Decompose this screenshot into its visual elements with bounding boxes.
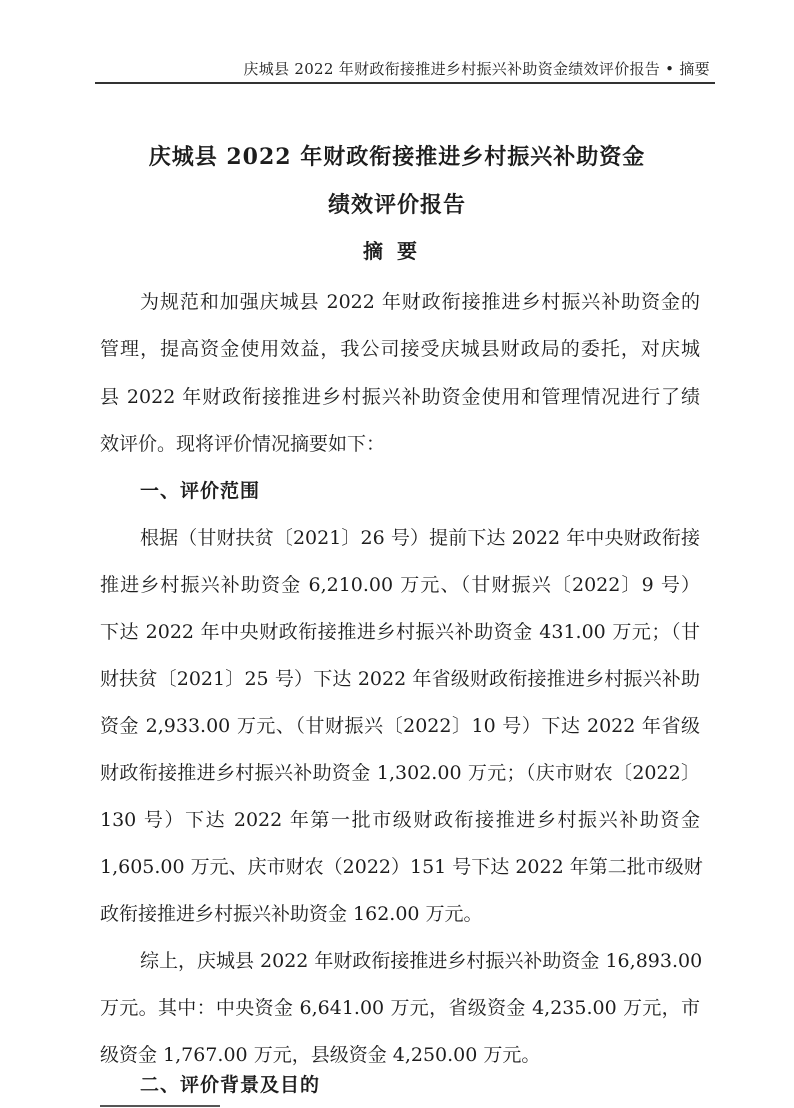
paragraph-line: 下达 2022 年中央财政衔接推进乡村振兴补助资金 431.00 万元；（甘 [100, 621, 700, 643]
paragraph-line: 管理，提高资金使用效益，我公司接受庆城县财政局的委托，对庆城 [100, 338, 700, 360]
paragraph-line: 效评价。现将评价情况摘要如下： [100, 433, 386, 455]
paragraph-line: 130 号）下达 2022 年第一批市级财政衔接推进乡村振兴补助资金 [100, 809, 700, 831]
paragraph-line: 根据（甘财扶贫〔2021〕26 号）提前下达 2022 年中央财政衔接 [140, 527, 700, 549]
paragraph-line: 为规范和加强庆城县 2022 年财政衔接推进乡村振兴补助资金的 [140, 291, 700, 313]
running-header: 庆城县 2022 年财政衔接推进乡村振兴补助资金绩效评价报告 • 摘要 [243, 60, 710, 78]
paragraph-line: 1,605.00 万元、庆市财农（2022）151 号下达 2022 年第二批市级财 [100, 856, 703, 878]
paragraph-line: 综上，庆城县 2022 年财政衔接推进乡村振兴补助资金 16,893.00 [140, 950, 703, 972]
footer-rule [100, 1105, 220, 1107]
abstract-heading: 摘要 [363, 239, 431, 263]
paragraph-line: 级资金 1,767.00 万元，县级资金 4,250.00 万元。 [100, 1044, 541, 1066]
report-title-line-2: 绩效评价报告 [327, 192, 466, 218]
paragraph-line: 资金 2,933.00 万元、（甘财振兴〔2022〕10 号）下达 2022 年省级 [100, 715, 700, 737]
section-heading-scope: 一、评价范围 [140, 480, 261, 502]
header-rule [95, 82, 715, 84]
paragraph-line: 政衔接推进乡村振兴补助资金 162.00 万元。 [100, 903, 483, 925]
paragraph-line: 财扶贫〔2021〕25 号）下达 2022 年省级财政衔接推进乡村振兴补助 [100, 668, 700, 690]
section-heading-background: 二、评价背景及目的 [140, 1074, 321, 1096]
paragraph-line: 万元。其中：中央资金 6,641.00 万元，省级资金 4,235.00 万元，市 [100, 997, 700, 1019]
paragraph-line: 县 2022 年财政衔接推进乡村振兴补助资金使用和管理情况进行了绩 [100, 386, 700, 408]
paragraph-line: 推进乡村振兴补助资金 6,210.00 万元、（甘财振兴〔2022〕9 号） [100, 574, 700, 596]
paragraph-line: 财政衔接推进乡村振兴补助资金 1,302.00 万元；（庆市财农〔2022〕 [100, 762, 700, 784]
report-title-line-1: 庆城县 2022 年财政衔接推进乡村振兴补助资金 [148, 144, 646, 170]
